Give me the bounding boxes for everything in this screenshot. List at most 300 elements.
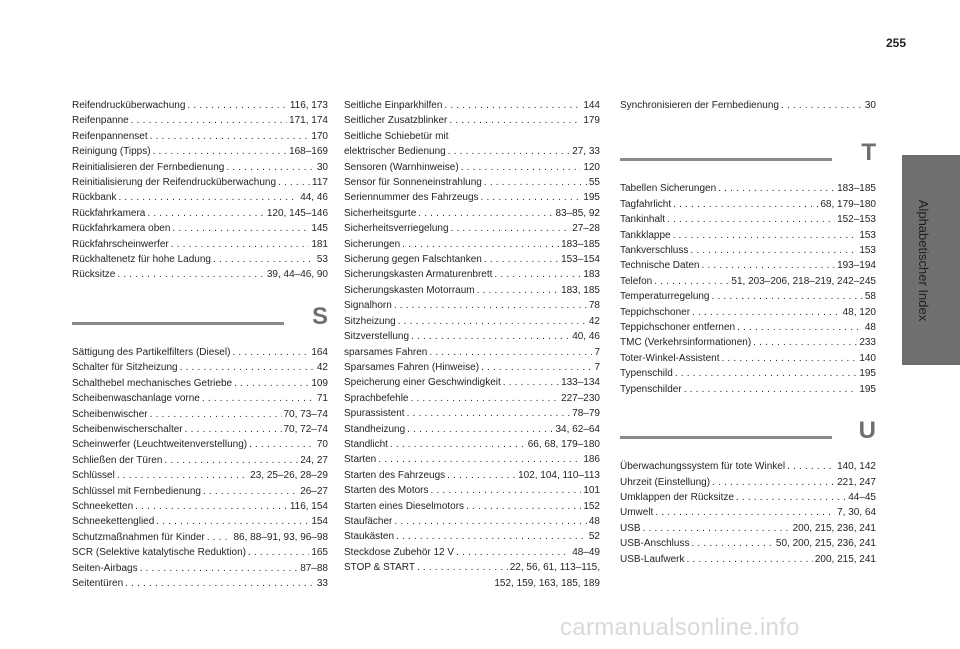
entry-pages: 48–49: [572, 546, 600, 558]
leader-dots: [667, 212, 835, 227]
entry-pages: 24, 27: [300, 454, 328, 466]
index-entry[interactable]: [344, 98, 600, 113]
index-column-1: [72, 98, 328, 591]
entry-term: Toter-Winkel-Assistent: [620, 352, 720, 364]
entry-term: USB: [620, 522, 641, 534]
entry-pages: 153: [859, 229, 876, 241]
index-entry[interactable]: [72, 98, 328, 113]
entry-pages: 33: [316, 577, 328, 589]
index-entry[interactable]: [344, 206, 600, 221]
leader-dots: [429, 345, 592, 360]
entry-pages: 195: [583, 192, 600, 204]
index-entry[interactable]: [620, 228, 876, 243]
index-entry-line: Seitliche Schiebetür mit: [344, 130, 449, 142]
entry-pages: 181: [311, 238, 328, 250]
entry-pages: 152–153: [837, 214, 876, 226]
leader-dots: [449, 113, 581, 128]
entry-term: Rücksitze: [72, 269, 116, 281]
entry-pages: 27, 33: [572, 146, 600, 158]
section-letter: S: [311, 302, 328, 330]
entry-pages: 183–185: [561, 238, 600, 250]
section-header-s: [72, 302, 328, 337]
entry-pages: 140, 142: [837, 461, 876, 473]
entry-pages: 7, 30, 64: [837, 507, 876, 519]
entry-term: Sicherheitsverriegelung: [344, 223, 449, 235]
leader-dots: [125, 576, 315, 591]
entry-pages: 183, 185: [561, 284, 600, 296]
entry-pages: 53: [316, 254, 328, 266]
entry-pages: 154: [311, 516, 328, 528]
entry-term: Schneeketten: [72, 500, 134, 512]
entry-term: Reinigung (Tipps): [72, 146, 151, 158]
index-entry[interactable]: [72, 484, 328, 499]
entry-term: Sättigung des Partikelfilters (Diesel): [72, 346, 231, 358]
leader-dots: [156, 514, 309, 529]
section-rule: [620, 158, 832, 161]
entry-term: Starten des Motors: [344, 485, 429, 497]
entry-term: Staufächer: [344, 515, 393, 527]
entry-pages: 48: [588, 515, 600, 527]
entry-term: Staukästen: [344, 531, 395, 543]
entry-term: Typenschilder: [620, 383, 682, 395]
entry-pages: 200, 215, 236, 241: [792, 522, 876, 534]
index-entry[interactable]: [344, 529, 600, 544]
index-entry[interactable]: [620, 382, 876, 397]
entry-term: Sitzverstellung: [344, 331, 410, 343]
entry-pages: 52: [588, 531, 600, 543]
index-entry[interactable]: [72, 376, 328, 391]
index-column-2: [344, 98, 600, 591]
entry-term: Reifenpanne: [72, 115, 129, 127]
entry-term: Rückfahrkamera: [72, 207, 146, 219]
entry-pages: 48: [864, 322, 876, 334]
leader-dots: [781, 98, 863, 113]
leader-dots: [447, 468, 516, 483]
index-entry[interactable]: [344, 499, 600, 514]
entry-term: Starten des Fahrzeugs: [344, 469, 446, 481]
entries-r: [72, 98, 328, 283]
entry-term: Schlüssel mit Fernbedienung: [72, 485, 201, 497]
entry-pages: 227–230: [561, 392, 600, 404]
index-entry[interactable]: [72, 437, 328, 452]
index-entry[interactable]: [620, 366, 876, 381]
index-entry[interactable]: [344, 452, 600, 467]
entry-pages: 171, 174: [289, 115, 328, 127]
index-entry[interactable]: [72, 407, 328, 422]
entry-pages: 179: [583, 115, 600, 127]
entry-pages: 23, 25–26, 28–29: [250, 470, 328, 482]
entry-term: USB-Anschluss: [620, 538, 690, 550]
index-entry[interactable]: [72, 113, 328, 128]
index-entry[interactable]: [620, 552, 876, 567]
entry-term: Sicherungskasten Armaturenbrett: [344, 269, 493, 281]
leader-dots: [655, 505, 835, 520]
entry-pages: 71: [316, 393, 328, 405]
leader-dots: [278, 175, 310, 190]
leader-dots: [477, 283, 559, 298]
entry-pages: 44–45: [848, 491, 876, 503]
leader-dots: [702, 258, 836, 273]
entry-pages: 7: [594, 346, 600, 358]
index-entry[interactable]: [344, 483, 600, 498]
leader-dots: [185, 422, 282, 437]
index-entry[interactable]: [620, 212, 876, 227]
index-entry[interactable]: [620, 98, 876, 113]
entry-pages: 48, 120: [842, 306, 876, 318]
index-entry[interactable]: [344, 360, 600, 375]
entry-pages: 55: [588, 177, 600, 189]
entry-pages: 78–79: [572, 408, 600, 420]
entry-term: Steckdose Zubehör 12 V: [344, 546, 455, 558]
section-rule: [620, 436, 832, 439]
entry-term: Sensor für Sonneneinstrahlung: [344, 177, 482, 189]
leader-dots: [417, 560, 508, 575]
entry-pages: 195: [859, 368, 876, 380]
index-entry[interactable]: [344, 375, 600, 390]
leader-dots: [232, 345, 309, 360]
index-entry[interactable]: [620, 521, 876, 536]
index-entry[interactable]: [344, 437, 600, 452]
entry-pages: 120: [583, 161, 600, 173]
entry-pages: 39, 44–46, 90: [266, 269, 328, 281]
entry-term: TMC (Verkehrsinformationen): [620, 337, 752, 349]
index-entry[interactable]: [620, 258, 876, 273]
index-entry[interactable]: [620, 197, 876, 212]
entries-u: [620, 459, 876, 567]
watermark: carmanualsonline.info: [560, 614, 800, 641]
index-entry[interactable]: [72, 221, 328, 236]
entry-pages: 70, 73–74: [283, 408, 328, 420]
entry-term: Tankklappe: [620, 229, 671, 241]
index-entry[interactable]: [344, 329, 600, 344]
leader-dots: [673, 197, 818, 212]
entry-term: Rückfahrscheinwerfer: [72, 238, 169, 250]
entry-pages: 44, 46: [300, 192, 328, 204]
index-entry[interactable]: [620, 274, 876, 289]
index-entry[interactable]: [344, 175, 600, 190]
index-entry[interactable]: [72, 561, 328, 576]
entry-term: Umwelt: [620, 507, 654, 519]
entry-term: elektrischer Bedienung: [344, 146, 446, 158]
index-entry[interactable]: [72, 360, 328, 375]
leader-dots: [396, 529, 587, 544]
entry-pages: 193–194: [837, 260, 876, 272]
entry-term: Seriennummer des Fahrzeugs: [344, 192, 479, 204]
entry-term: Schließen der Türen: [72, 454, 163, 466]
entry-pages: 133–134: [561, 377, 600, 389]
entry-term: Schlüssel: [72, 470, 115, 482]
index-entry[interactable]: [344, 545, 600, 560]
entry-pages: 50, 200, 215, 236, 241: [775, 538, 876, 550]
entry-term: STOP & START: [344, 562, 415, 574]
leader-dots: [503, 375, 559, 390]
entry-pages: 153: [859, 245, 876, 257]
leader-dots: [691, 536, 773, 551]
entry-pages: 140: [859, 352, 876, 364]
leader-dots: [684, 382, 858, 397]
entry-pages: 170: [311, 130, 328, 142]
entry-term: Telefon: [620, 275, 653, 287]
leader-dots: [430, 483, 581, 498]
entry-pages: 164: [311, 346, 328, 358]
index-entry[interactable]: [620, 243, 876, 258]
entry-term: Uhrzeit (Einstellung): [620, 476, 711, 488]
index-entry[interactable]: [344, 237, 600, 252]
section-header-t: [620, 139, 876, 173]
leader-dots: [456, 545, 570, 560]
entry-pages: 116, 154: [289, 500, 328, 512]
entry-pages: 26–27: [300, 485, 328, 497]
index-entry[interactable]: [344, 560, 600, 575]
entry-term: Reinitialisierung der Reifendrucküberwachung: [72, 177, 277, 189]
index-entry[interactable]: [344, 314, 600, 329]
entry-term: sparsames Fahren: [344, 346, 428, 358]
section-letter: T: [861, 139, 876, 167]
entry-pages: 40, 46: [572, 331, 600, 343]
entry-term: Sicherungskasten Motorraum: [344, 284, 475, 296]
index-entry[interactable]: [72, 175, 328, 190]
entry-pages: 165: [311, 547, 328, 559]
section-rule: [72, 322, 284, 325]
leader-dots: [234, 376, 309, 391]
entry-term: Standlicht: [344, 438, 388, 450]
index-entry[interactable]: [72, 576, 328, 591]
entry-pages: 30: [864, 100, 876, 111]
entry-term: Tankverschluss: [620, 245, 689, 257]
leader-dots: [753, 335, 857, 350]
leader-dots: [411, 329, 570, 344]
index-entry[interactable]: [344, 345, 600, 360]
leader-dots: [418, 206, 553, 221]
entry-pages: 58: [864, 291, 876, 303]
entry-pages: 183: [583, 269, 600, 281]
leader-dots: [117, 267, 264, 282]
section-letter: U: [858, 417, 876, 445]
entry-pages: 168–169: [289, 146, 328, 158]
entry-pages: 70, 72–74: [283, 423, 328, 435]
entry-pages: 42: [316, 362, 328, 374]
index-entry[interactable]: [72, 545, 328, 560]
leader-dots: [481, 190, 582, 205]
entry-term: Rückfahrkamera oben: [72, 223, 171, 235]
index-entry[interactable]: [344, 406, 600, 421]
leader-dots: [171, 237, 310, 252]
leader-dots: [407, 422, 553, 437]
leader-dots: [207, 530, 232, 545]
leader-dots: [737, 320, 863, 335]
leader-dots: [164, 453, 298, 468]
index-entry[interactable]: [72, 267, 328, 282]
entry-pages: 7: [594, 361, 600, 373]
entry-pages: 145: [311, 223, 328, 235]
entry-term: Starten: [344, 454, 377, 466]
index-entry[interactable]: [344, 252, 600, 267]
entry-term: Reifendrucküberwachung: [72, 100, 186, 111]
entry-term: Speicherung einer Geschwindigkeit: [344, 377, 501, 389]
index-entry[interactable]: [620, 490, 876, 505]
page-number: 255: [885, 36, 906, 50]
leader-dots: [675, 366, 858, 381]
leader-dots: [484, 252, 559, 267]
index-entry[interactable]: [72, 206, 328, 221]
leader-dots: [394, 298, 587, 313]
index-entry[interactable]: [344, 514, 600, 529]
leader-dots: [690, 243, 857, 258]
entry-pages: 78: [588, 300, 600, 312]
index-entry[interactable]: [72, 190, 328, 205]
leader-dots: [673, 228, 858, 243]
entry-term: Standheizung: [344, 423, 406, 435]
index-entry[interactable]: [72, 391, 328, 406]
leader-dots: [494, 267, 581, 282]
entry-term: Sprachbefehle: [344, 392, 409, 404]
index-entry[interactable]: [344, 422, 600, 437]
leader-dots: [411, 391, 560, 406]
section-header-u: [620, 417, 876, 451]
index-entry[interactable]: [344, 221, 600, 236]
index-entry[interactable]: [72, 499, 328, 514]
leader-dots: [131, 113, 287, 128]
leader-dots: [202, 391, 315, 406]
entry-term: Seitentüren: [72, 577, 124, 589]
entry-pages: 221, 247: [837, 476, 876, 488]
entry-term: Schutzmaßnahmen für Kinder: [72, 531, 205, 543]
entry-pages: 186: [583, 454, 600, 466]
entry-term: Sensoren (Warnhinweise): [344, 161, 459, 173]
index-entry[interactable]: [344, 144, 600, 159]
leader-dots: [153, 144, 288, 159]
index-entry[interactable]: [620, 320, 876, 335]
entry-term: Typenschild: [620, 368, 673, 380]
entry-term: Rückbank: [72, 192, 117, 204]
entry-term: Reifenpannenset: [72, 130, 148, 142]
entry-term: Tabellen Sicherungen: [620, 183, 717, 195]
leader-dots: [654, 274, 729, 289]
entry-pages: 183–185: [837, 183, 876, 195]
entry-term: Sparsames Fahren (Hinweise): [344, 361, 480, 373]
leader-dots: [135, 499, 288, 514]
index-entry[interactable]: [620, 475, 876, 490]
index-entry[interactable]: [344, 267, 600, 282]
index-entry[interactable]: [620, 335, 876, 350]
leader-dots: [451, 221, 571, 236]
leader-dots: [226, 160, 315, 175]
entry-term: Signalhorn: [344, 300, 392, 312]
leader-dots: [736, 490, 846, 505]
leader-dots: [398, 314, 587, 329]
index-entry[interactable]: [620, 305, 876, 320]
index-entry[interactable]: [620, 351, 876, 366]
entry-pages-continuation: 152, 159, 163, 185, 189: [494, 577, 600, 589]
leader-dots: [187, 98, 287, 113]
leader-dots: [643, 521, 791, 536]
leader-dots: [686, 552, 812, 567]
index-entry[interactable]: [620, 536, 876, 551]
entry-pages: 195: [859, 383, 876, 395]
leader-dots: [203, 484, 298, 499]
index-entry[interactable]: [344, 468, 600, 483]
entry-pages: 34, 62–64: [555, 423, 600, 435]
leader-dots: [378, 452, 581, 467]
index-entry[interactable]: [72, 237, 328, 252]
entry-term: Schalthebel mechanisches Getriebe: [72, 377, 233, 389]
entry-term: Umklappen der Rücksitze: [620, 491, 734, 503]
entry-term: Sicherheitsgurte: [344, 207, 417, 219]
entry-pages: 87–88: [300, 562, 328, 574]
entries-s: [72, 345, 328, 592]
entry-term: Scheinwerfer (Leuchtweitenverstellung): [72, 439, 248, 451]
index-entry[interactable]: [620, 505, 876, 520]
index-entry[interactable]: [344, 160, 600, 175]
index-entry[interactable]: [72, 252, 328, 267]
index-entry[interactable]: [72, 160, 328, 175]
index-entry[interactable]: [344, 391, 600, 406]
leader-dots: [448, 144, 570, 159]
index-entry[interactable]: [620, 289, 876, 304]
leader-dots: [213, 252, 315, 267]
index-entry[interactable]: [344, 190, 600, 205]
entry-pages: 66, 68, 179–180: [527, 438, 600, 450]
entries-t: [620, 181, 876, 397]
index-entry[interactable]: [620, 181, 876, 196]
index-entry[interactable]: [72, 530, 328, 545]
leader-dots: [140, 561, 299, 576]
index-entry[interactable]: [72, 144, 328, 159]
index-column-3: [620, 98, 876, 567]
leader-dots: [481, 360, 592, 375]
leader-dots: [118, 190, 298, 205]
index-entry[interactable]: [620, 459, 876, 474]
entry-term: Rückhaltenetz für hohe Ladung: [72, 254, 211, 266]
section-tab-label: Alphabetischer Index: [916, 199, 932, 321]
leader-dots: [172, 221, 309, 236]
leader-dots: [117, 468, 248, 483]
entry-term: Sitzheizung: [344, 315, 396, 327]
index-entry[interactable]: [72, 129, 328, 144]
leader-dots: [150, 407, 282, 422]
leader-dots: [248, 545, 309, 560]
index-entry[interactable]: [72, 453, 328, 468]
leader-dots: [692, 305, 841, 320]
index-entry[interactable]: [72, 514, 328, 529]
entry-pages: 22, 56, 61, 113–115,: [509, 562, 600, 574]
index-entry[interactable]: [344, 283, 600, 298]
entry-term: Technische Daten: [620, 260, 700, 272]
entry-pages: 200, 215, 241: [814, 553, 876, 565]
index-entry[interactable]: [344, 113, 600, 128]
entry-pages: 51, 203–206, 218–219, 242–245: [731, 275, 876, 287]
entry-pages: 109: [311, 377, 328, 389]
entry-pages: 42: [588, 315, 600, 327]
leader-dots: [712, 475, 835, 490]
entry-term: Seiten-Airbags: [72, 562, 138, 574]
index-entry[interactable]: [72, 345, 328, 360]
index-entry[interactable]: [344, 298, 600, 313]
index-entry[interactable]: [72, 422, 328, 437]
entry-term: SCR (Selektive katalytische Reduktion): [72, 547, 246, 559]
entry-term: Synchronisieren der Fernbedienung: [620, 100, 779, 111]
leader-dots: [249, 437, 315, 452]
index-entry[interactable]: [72, 468, 328, 483]
leader-dots: [444, 98, 581, 113]
entry-term: Schalter für Sitzheizung: [72, 362, 178, 374]
entry-term: Teppichschoner: [620, 306, 691, 318]
entry-pages: 101: [583, 485, 600, 497]
entry-pages: 233: [859, 337, 876, 349]
section-tab-label-wrap: [888, 155, 960, 365]
leader-dots: [394, 514, 587, 529]
entry-term: Tagfahrlicht: [620, 198, 672, 210]
